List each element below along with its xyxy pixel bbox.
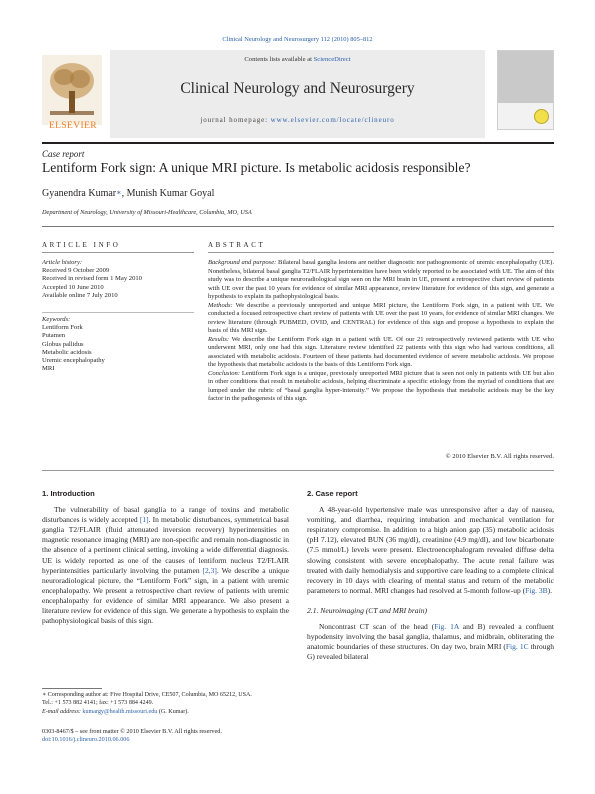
abstract-rule: [208, 252, 554, 253]
methods-text: We describe a previously unreported and unique MRI picture, the Lentiform Fork sign, in a patient with UE. We conducted a focused retrospective chart review of patients with UE over the past 10 years, for evidence of similar MRI changes. We review literature (through PUBMED, OVID, and CENTRAL) for evidence of this sign and propose a hypothesis to explain the basis of this MRI sign.: [208, 301, 554, 334]
affiliation: Department of Neurology, University of Missouri-Healthcare, Columbia, MO, USA: [42, 209, 252, 216]
conclusion-text: Lentiform Fork sign is a unique, previously unreported MRI picture that is seen not only in patients with UE but also in other conditions that result in metabolic acidosis, helping discriminate a specific etiology from the myriad of conditions that are lumped under the rubric of “basal ganglia hyper-intensity.” We propose the hypothesis that metabolic acidosis may be the key factor in the pathogenesis of this sign.: [208, 369, 554, 402]
abstract-results: [208, 336, 554, 370]
background-text: Bilateral basal ganglia lesions are neither diagnostic nor pathognomonic of uremic encephalopathy (UE). Nonetheless, bilateral basal ganglia T2/FLAIR hyperintensities have been widely reported to be associated with UE. The aim of this study was to describe a unique neuroradiological sign seen on the MRI brain in UE, present a retrospective chart review of patients with UE over the past 10 years for evidence of similar MRI appearance, review literature for evidence of this sign, and generate a hypothesis to explain its pathophysiological basis.: [208, 259, 554, 300]
email-label: E-mail address:: [42, 708, 83, 715]
issn-line: 0303-8467/$ – see front matter © 2010 Elsevier B.V. All rights reserved.: [42, 728, 222, 735]
keywords-rule: [42, 312, 194, 313]
footnote-phone: Tel.: +1 573 882 4141; fax: +1 573 884 4249.: [42, 700, 154, 707]
neuro-text-c: through G) revealed bilateral: [307, 642, 554, 662]
neuroimaging-paragraph: [307, 622, 554, 662]
history-label: Article history:: [42, 259, 83, 266]
article-type: Case report: [42, 149, 85, 159]
footnote-email-line: [42, 708, 292, 716]
keyword-item: Uremic encephalopathy: [42, 357, 105, 365]
fig-1c-link[interactable]: Fig. 1C: [505, 642, 529, 652]
intro-text-a: The vulnerability of basal ganglia to a range of toxins and metabolic disturbances is widely accepted: [42, 505, 289, 525]
abstract-bottom-rule: [42, 470, 554, 471]
abstract-body: [208, 259, 554, 404]
article-history: [42, 259, 202, 300]
history-received: Received 9 October 2009: [42, 267, 110, 275]
homepage-prefix: journal homepage:: [200, 116, 271, 124]
contents-prefix: Contents lists available at: [244, 56, 314, 63]
doi-link[interactable]: doi:10.1016/j.clineuro.2010.06.006: [42, 736, 130, 744]
case-paragraph: [307, 505, 554, 596]
fig-1a-link[interactable]: Fig. 1A: [434, 622, 459, 632]
introduction-section: [42, 489, 289, 626]
footnote-rule: [42, 688, 102, 689]
ref-link-1[interactable]: [1]: [139, 515, 149, 525]
footnote-address: ∗ Corresponding author at: Five Hospital Drive, CE507, Columbia, MO 65212, USA.: [42, 692, 252, 698]
abstract-methods: [208, 302, 554, 336]
abstract-copyright: © 2010 Elsevier B.V. All rights reserved.: [445, 453, 554, 460]
email-suffix: (G. Kumar).: [157, 708, 189, 715]
masthead-rule: [42, 142, 554, 144]
cover-badge-icon: [534, 109, 549, 124]
contents-line: [110, 56, 485, 63]
abstract-heading: ABSTRACT: [208, 241, 266, 249]
article-info-rule: [42, 252, 194, 253]
email-link[interactable]: kumargy@health.missouri.edu: [82, 708, 158, 715]
keyword-item: Metabolic acidosis: [42, 348, 92, 356]
elsevier-wordmark: ELSEVIER: [48, 121, 98, 131]
author-list: [42, 188, 214, 199]
journal-title: Clinical Neurology and Neurosurgery: [180, 80, 415, 97]
introduction-heading: 1. Introduction: [42, 489, 95, 498]
article-title: Lentiform Fork sign: A unique MRI picture. Is metabolic acidosis responsible?: [42, 160, 471, 175]
methods-label: Methods:: [208, 301, 233, 309]
keyword-item: Lentiform Fork: [42, 324, 83, 332]
keyword-item: Putamen: [42, 332, 66, 340]
ref-link-2-3[interactable]: [2,3]: [202, 565, 217, 575]
intro-text-b: . In metabolic disturbances, symmetrical basal ganglia T2/FLAIR (fluid attenuated inversion recovery) hyperintensities on magnetic resonance imaging (MRI) are non-specific and remain non-diagnostic in the absence of a pertinent clinical setting, invoking a wide differential diagnosis. UE is widely reported as one of the causes of lentiform nucleus T2/FLAIR hyperintensities particularly involving the putamen: [42, 515, 289, 575]
homepage-url-link[interactable]: www.elsevier.com/locate/clineuro: [270, 116, 395, 124]
cover-band: [498, 51, 553, 103]
journal-cover-thumbnail[interactable]: [497, 50, 554, 130]
neuroimaging-subheading: 2.1. Neuroimaging (CT and MRI brain): [307, 605, 428, 615]
case-text-a: A 48-year-old hypertensive male was unresponsive after a day of nausea, vomiting, and diarrhea, requiring intubation and mechanical ventilation for respiratory compromise. In addition to a high anion gap (35) metabolic acidosis (pH 7.12), elevated BUN (36 mg/dl), creatinine (4.9 mg/dl), and low bicarbonate (7.5 mmol/L) levels were present. Electroencephalogram revealed diffuse delta slowing consistent with severe encephalopathy. The acute renal failure was treated with daily hemodialysis and supportive care leading to a complete clinical recovery in 10 days with clearing of mental status and return of the metabolic parameters to normal. MRI changes had resolved at 5-month follow-up (: [307, 505, 554, 595]
author-kumar[interactable]: Gyanendra Kumar: [42, 188, 117, 199]
keyword-item: Globus pallidus: [42, 340, 84, 348]
history-online: Available online 7 July 2010: [42, 291, 118, 299]
running-header[interactable]: Clinical Neurology and Neurosurgery 112 (2010) 805–812: [222, 36, 373, 43]
sciencedirect-link[interactable]: ScienceDirect: [313, 56, 351, 63]
neuro-text-b: and B) revealed a confluent hypodensity involving the basal ganglia, thalamus, and midbrain, obliterating the anatomic boundaries of these structures. On day two, brain MRI (: [307, 622, 554, 652]
abstract-conclusion: [208, 370, 554, 404]
keyword-item: MRI: [42, 365, 55, 373]
abstract-background: [208, 259, 554, 302]
corresponding-footnote: [42, 691, 292, 716]
case-report-heading: 2. Case report: [307, 489, 358, 498]
case-text-b: ).: [547, 585, 552, 595]
fig-3b-link[interactable]: Fig. 3B: [525, 585, 548, 595]
keywords-label: Keywords:: [42, 316, 71, 323]
conclusion-label: Conclusion:: [208, 369, 241, 377]
history-revised: Received in revised form 1 May 2010: [42, 275, 142, 283]
history-accepted: Accepted 10 June 2010: [42, 283, 104, 291]
author-goyal[interactable]: , Munish Kumar Goyal: [121, 188, 215, 199]
elsevier-tree-logo: [42, 50, 102, 130]
corresponding-author-mark[interactable]: ∗: [116, 188, 122, 197]
case-report-section: [307, 489, 554, 662]
keywords: [42, 316, 202, 373]
results-text: We describe the Lentiform Fork sign in a patient with UE. Of our 21 retrospectively reviewed patients with UE who underwent MRI, only one had this sign. Literature review identified 22 patients with this sign who had various conditions, all associated with metabolic acidosis. Fourteen of these patients had documented evidence of severe metabolic acidosis. We propose the hypothesis that metabolic acidosis is the basis of this Lentiform Fork sign.: [208, 335, 554, 368]
background-label: Background and purpose:: [208, 259, 277, 266]
results-label: Results:: [208, 335, 230, 343]
article-identifiers: [42, 728, 222, 744]
introduction-paragraph: [42, 505, 289, 626]
neuro-text-a: Noncontrast CT scan of the head (: [319, 622, 435, 632]
article-info-heading: ARTICLE INFO: [42, 241, 121, 249]
header-rule: [42, 226, 554, 227]
intro-text-c: . We describe a unique neuroradiological picture, the “Lentiform Fork” sign, in a patient with uremic encephalopathy. We present a retrospective chart review of patients with uremic encephalopathy for evidence of similar MRI appearance. We also present a literature review for evidence of this sign. We generate a hypothesis to explain the pathophysiological basis of this sign.: [42, 565, 289, 626]
journal-homepage: [110, 116, 485, 124]
